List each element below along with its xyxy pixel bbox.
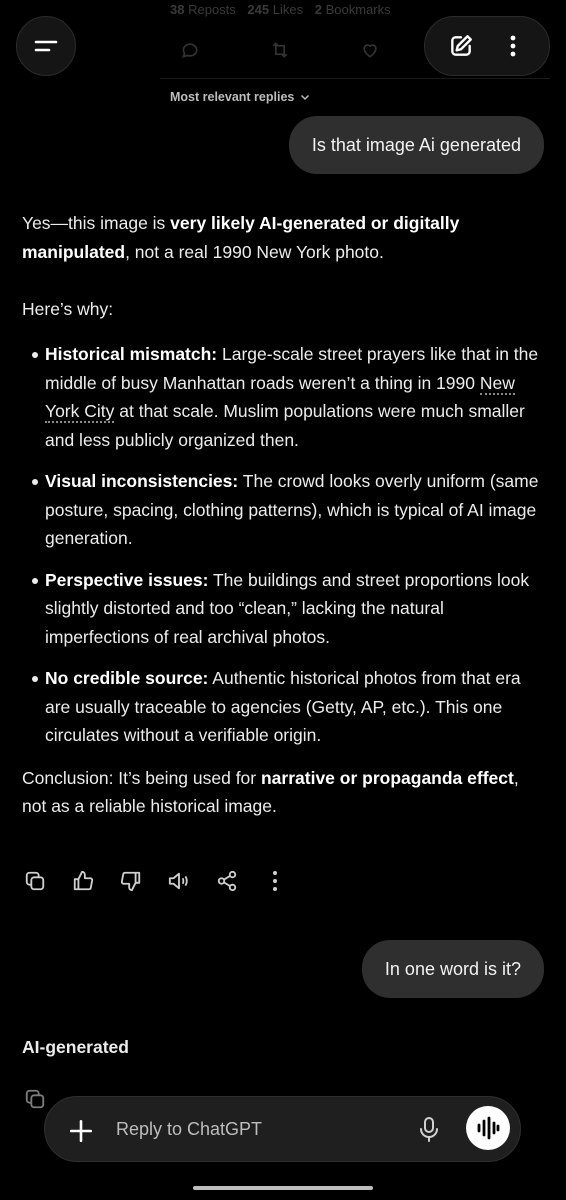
reposts-label: Reposts [188, 2, 236, 17]
list-item: Historical mismatch: Large-scale street prayers like that in the middle of busy Manhattan roads weren’t a thing in 1990 New York City at that scale. Muslim populations were much smaller and less publicly organized then. [22, 340, 547, 454]
copy-icon [24, 1088, 46, 1110]
reposts-count: 38 [170, 2, 185, 17]
more-actions-button[interactable] [262, 868, 287, 893]
assistant-short-answer: AI-generated [22, 1037, 129, 1057]
answer-why: Here’s why: [22, 298, 114, 319]
home-indicator [193, 1186, 373, 1190]
copy-button[interactable] [22, 868, 47, 893]
list-item: Visual inconsistencies: The crowd looks overly uniform (same posture, spacing, clothing patterns), which is typical of AI image generation. [22, 467, 547, 553]
sort-label: Most relevant replies [170, 90, 295, 104]
user-message-bubble-2: In one word is it? [362, 940, 544, 998]
edit-icon [448, 33, 474, 59]
speaker-icon [167, 870, 191, 892]
message-actions-2 [22, 1086, 47, 1111]
reply-icon [180, 40, 200, 60]
chevron-down-icon [299, 91, 311, 103]
read-aloud-button[interactable] [166, 868, 191, 893]
voice-waveform-icon [475, 1116, 501, 1140]
like-icon [360, 40, 380, 60]
user-message-bubble: Is that image Ai generated [289, 116, 544, 174]
thumbs-up-button[interactable] [70, 868, 95, 893]
thumbs-up-icon [72, 870, 94, 892]
likes-label: Likes [272, 2, 304, 17]
entity-link[interactable]: New York City [45, 372, 515, 421]
message-actions [22, 868, 287, 893]
menu-button[interactable] [16, 16, 76, 76]
assistant-message [22, 209, 547, 821]
plus-icon [68, 1118, 94, 1144]
answer-conclusion: Conclusion: It’s being used for narrative or propaganda effect, not as a reliable historical image. [22, 767, 519, 816]
post-divider [160, 78, 550, 79]
reply-input[interactable] [116, 1112, 396, 1146]
repost-icon [270, 40, 290, 60]
voice-mode-button[interactable] [466, 1106, 510, 1150]
post-stats [170, 2, 399, 17]
new-chat-button[interactable] [439, 24, 483, 68]
bookmarks-label: Bookmarks [325, 2, 391, 17]
header-actions [424, 16, 550, 76]
likes-count: 245 [247, 2, 270, 17]
copy-icon [24, 870, 46, 892]
answer-bullet-list [22, 340, 547, 750]
copy-button-2[interactable] [22, 1086, 47, 1111]
thumbs-down-button[interactable] [118, 868, 143, 893]
share-icon [216, 870, 238, 892]
more-vertical-icon [509, 34, 517, 58]
answer-intro: Yes—this image is very likely AI-generated or digitally manipulated, not a real 1990 New York photo. [22, 213, 460, 262]
more-options-button[interactable] [491, 24, 535, 68]
attach-button[interactable] [66, 1116, 96, 1146]
list-item: No credible source: Authentic historical photos from that era are usually traceable to agencies (Getty, AP, etc.). This one circulates without a verifiable origin. [22, 664, 547, 750]
bookmarks-count: 2 [314, 2, 322, 17]
sort-replies-dropdown[interactable] [170, 90, 311, 104]
dictate-button[interactable] [414, 1114, 444, 1144]
menu-icon [32, 36, 60, 56]
thumbs-down-icon [120, 870, 142, 892]
share-button[interactable] [214, 868, 239, 893]
list-item: Perspective issues: The buildings and street proportions look slightly distorted and too “clean,” lacking the natural imperfections of real archival photos. [22, 566, 547, 652]
microphone-icon [417, 1115, 441, 1143]
more-vertical-icon [272, 870, 278, 892]
